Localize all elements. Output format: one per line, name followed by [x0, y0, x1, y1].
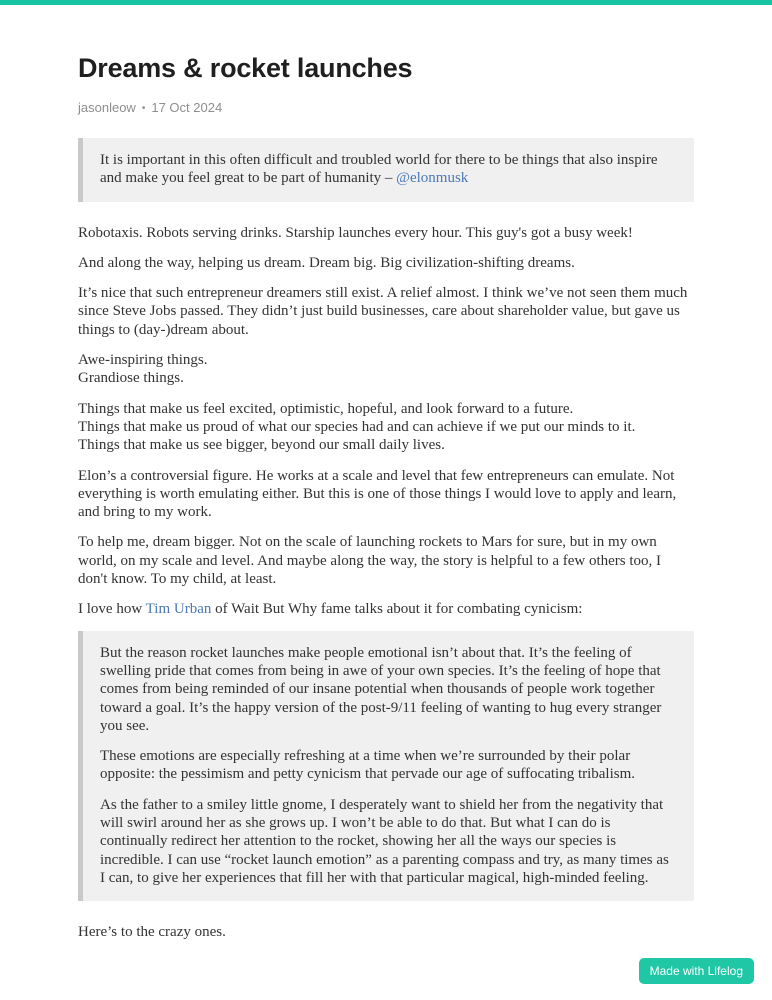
post-body: [78, 138, 694, 942]
paragraph-dream-big: And along the way, helping us dream. Dream big. Big civilization-shifting dreams.: [78, 254, 575, 271]
paragraph-dream-bigger: To help me, dream bigger. Not on the scale of launching rockets to Mars for sure, but in my own world, on my scale and level. And maybe along the way, the story is helpful to a few others too, I don't know. To my child, at least.: [78, 534, 662, 588]
page-title: Dreams & rocket launches: [78, 53, 413, 83]
top-accent-bar: [0, 0, 772, 5]
tim-urban-quote-p2: These emotions are especially refreshing at a time when we’re surrounded by their polar opposite: the pessimism and petty cynicism that pervade our age of suffocating tribalism.: [100, 748, 636, 783]
made-with-lifelog-button[interactable]: Made with Lifelog: [639, 958, 754, 984]
tim-urban-quote-p3: As the father to a smiley little gnome, I desperately want to shield her from the negativity that will swirl around her as she grows up. I won’t be able to do that. But what I can do is continually redirect her attention to the rocket, showing her all the ways our species is incredible. I can use “rocket launch emotion” as a parenting compass and try, as many times as I can, to give her experiences that fill her with that particular magical, high-minded feeling.: [100, 796, 669, 886]
tim-urban-quote-block: [78, 631, 694, 902]
article-container: [78, 0, 694, 994]
elon-quote-block: [78, 138, 694, 202]
meta-separator: •: [141, 103, 146, 114]
author-name: jasonleow: [78, 100, 136, 115]
tim-urban-quote-p1: But the reason rocket launches make people emotional isn’t about that. It’s the feeling of swelling pride that comes from being in awe of your own species. It’s the feeling of hope that comes from being reminded of our insane potential when thousands of people work together toward a goal. It’s the happy version of the post-9/11 feeling of wanting to hug every stranger you see.: [100, 644, 662, 734]
paragraph-entrepreneur-dreamers: It’s nice that such entrepreneur dreamers still exist. A relief almost. I think we’ve not seen them much since Steve Jobs passed. They didn’t just build businesses, care about shareholder value, but gave us things to (day-)dream about.: [78, 285, 688, 338]
paragraph-things-that-make-us: Things that make us feel excited, optimistic, hopeful, and look forward to a future. Things that make us proud of what our species had and can achieve if we put our minds to it. Things that make us see bigger, beyond our small daily lives.: [78, 400, 636, 454]
elon-quote-text: It is important in this often difficult and troubled world for there to be things that also inspire and make you feel great to be part of humanity – @elonmusk: [100, 152, 658, 187]
paragraph-closing: Here’s to the crazy ones.: [78, 924, 226, 941]
post-date: 17 Oct 2024: [151, 100, 223, 115]
post-meta: [78, 100, 694, 115]
elonmusk-link[interactable]: @elonmusk: [396, 170, 469, 187]
paragraph-tim-urban-intro: I love how Tim Urban of Wait But Why fame talks about it for combating cynicism:: [78, 601, 583, 618]
paragraph-controversial-figure: Elon’s a controversial figure. He works at a scale and level that few entrepreneurs can emulate. Not everything is worth emulating either. But this is one of those things I would love to apply and learn, and bring to my work.: [78, 467, 677, 521]
paragraph-awe-inspiring: Awe-inspiring things. Grandiose things.: [78, 352, 208, 387]
paragraph-robotaxis: Robotaxis. Robots serving drinks. Starship launches every hour. This guy's got a busy week!: [78, 224, 633, 241]
tim-urban-link[interactable]: Tim Urban: [145, 601, 212, 618]
